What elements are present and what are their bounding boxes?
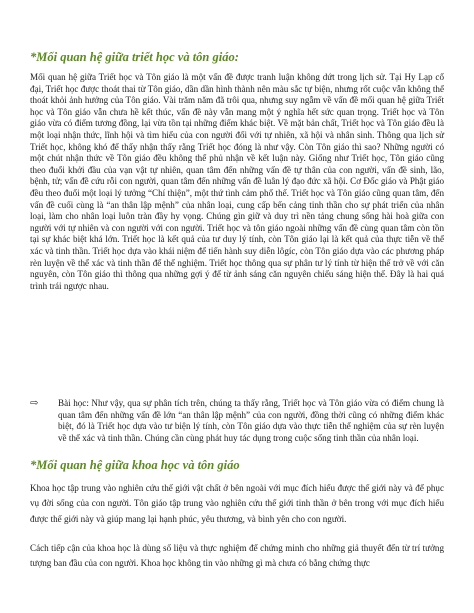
- section-heading-science-religion: *Mối quan hệ giữa khoa học và tôn giáo: [30, 458, 240, 472]
- arrow-right-icon: ⇨: [30, 398, 39, 409]
- lesson-note: [30, 398, 444, 444]
- paragraph-science-religion-2: Cách tiếp cận của khoa học là dùng số liệu và thực nghiệm để chứng minh cho những giả thuyết đến từ trí tưởng tượng ban đầu của con người. Khoa học không tin vào những gì mà chưa có bằng chứng thực: [30, 543, 444, 569]
- paragraph-science-religion-1: Khoa học tập trung vào nghiên cứu thế giới vật chất ở bên ngoài với mục đích hiểu được thế giới này và để phục vụ đời sống của con người. Tôn giáo tập trung vào nghiên cứu thế giới tinh thần ở bên trong với mục đích hiểu được thế giới này và giúp mang lại hạnh phúc, yêu thương, và bình yên cho con người.: [30, 483, 444, 524]
- section-heading-philosophy-religion: *Mối quan hệ giữa triết học và tôn giáo:: [30, 50, 239, 64]
- paragraph-philosophy-religion: Mối quan hệ giữa Triết học và Tôn giáo là một vấn đề được tranh luận không dứt trong lịch sử. Tại Hy Lạp cổ đại, Triết học được thoát thai từ Tôn giáo, dần dần hình thành nên màu sắc tự biện, nhưng rốt cuộc vẫn không thể thoát khỏi ảnh hưởng của Tôn giáo. Vài trăm năm đã trôi qua, nhưng suy ngẫm về vấn đề mối quan hệ giữa Triết học và Tôn giáo vẫn chưa hề kết thúc, vấn đề này vẫn mang một ý nghĩa hết sức quan trọng. Triết học và Tôn giáo vừa có điểm tương đồng, lại vừa tồn tại những điểm khác biệt. Về mặt bản chất, Triết học và Tôn giáo đều là một loại nhận thức, lĩnh hội và tìm hiểu của con người đối với tự nhiên, xã hội và nhân sinh. Thông qua lịch sử Triết học, không khó để thấy nhận thấy rằng Triết học đóng là như vậy. Còn Tôn giáo thì sao? Những người có một chút nhận thức về Tôn giáo đều không thể phủ nhận về kết luận này. Giống như Triết học, Tôn giáo cũng theo đuổi khởi đầu của vạn vật tự nhiên, quan tâm đến những vấn đề tự thân của con người, vấn đề sinh, lão, bệnh, tử; vấn đề cứu rỗi con người, quan tâm đến những vấn đề luân lý đạo đức xã hội. Cơ Đốc giáo và Phật giáo đều theo đuổi một loại lý tưởng “Chí thiện”, một thứ tình cảm phổ thế. Triết học và Tôn giáo cũng quan tâm, đến vấn đề cuối cùng là “an thân lập mệnh” của nhân loại, cung cấp bến cảng tinh thần cho sự phát triển của nhân loại, làm cho nhân loại luôn tràn đầy hy vọng. Chúng gìn giữ và duy trì nền tảng chung sống hài hoà giữa con người với tự nhiên và con người với con người. Triết học và tôn giáo ngoài những vấn đề cùng quan tâm còn tồn tại sự khác biệt khá lớn. Triết học là kết quả của tư duy lý tính, còn Tôn giáo lại là kết quả của thực tiễn về thể xác và tinh thần. Triết học dựa vào khái niệm để tiến hành suy diễn lôgíc, còn Tôn giáo dựa vào các phương pháp rèn luyện về thể xác và tinh thần để thể nghiệm. Triết học thông qua sự phân tư lý tính từ hiện thế trở về với căn nguyên, còn Tôn giáo thì thông qua những gợi ý để từ ảnh sáng căn nguyên chiếu sáng hiện thế. Đây là hai quá trình trái ngược nhau.: [30, 72, 444, 291]
- lesson-note-text: Bài học: Như vậy, qua sự phân tích trên, chúng ta thấy rằng, Triết học và Tôn giáo vừa có điểm chung là quan tâm đến những vấn đề lớn “an thân lập mệnh” của con người, đồng thời cũng có những điểm khác biệt, đó là Triết học dựa vào tư biện lý tính, còn Tôn giáo dựa vào thực tiễn thể nghiệm của sự rèn luyện về thể xác và tinh thần. Chúng cần cùng phát huy tác dụng trong cuộc sống tinh thần của nhân loại.: [58, 398, 444, 443]
